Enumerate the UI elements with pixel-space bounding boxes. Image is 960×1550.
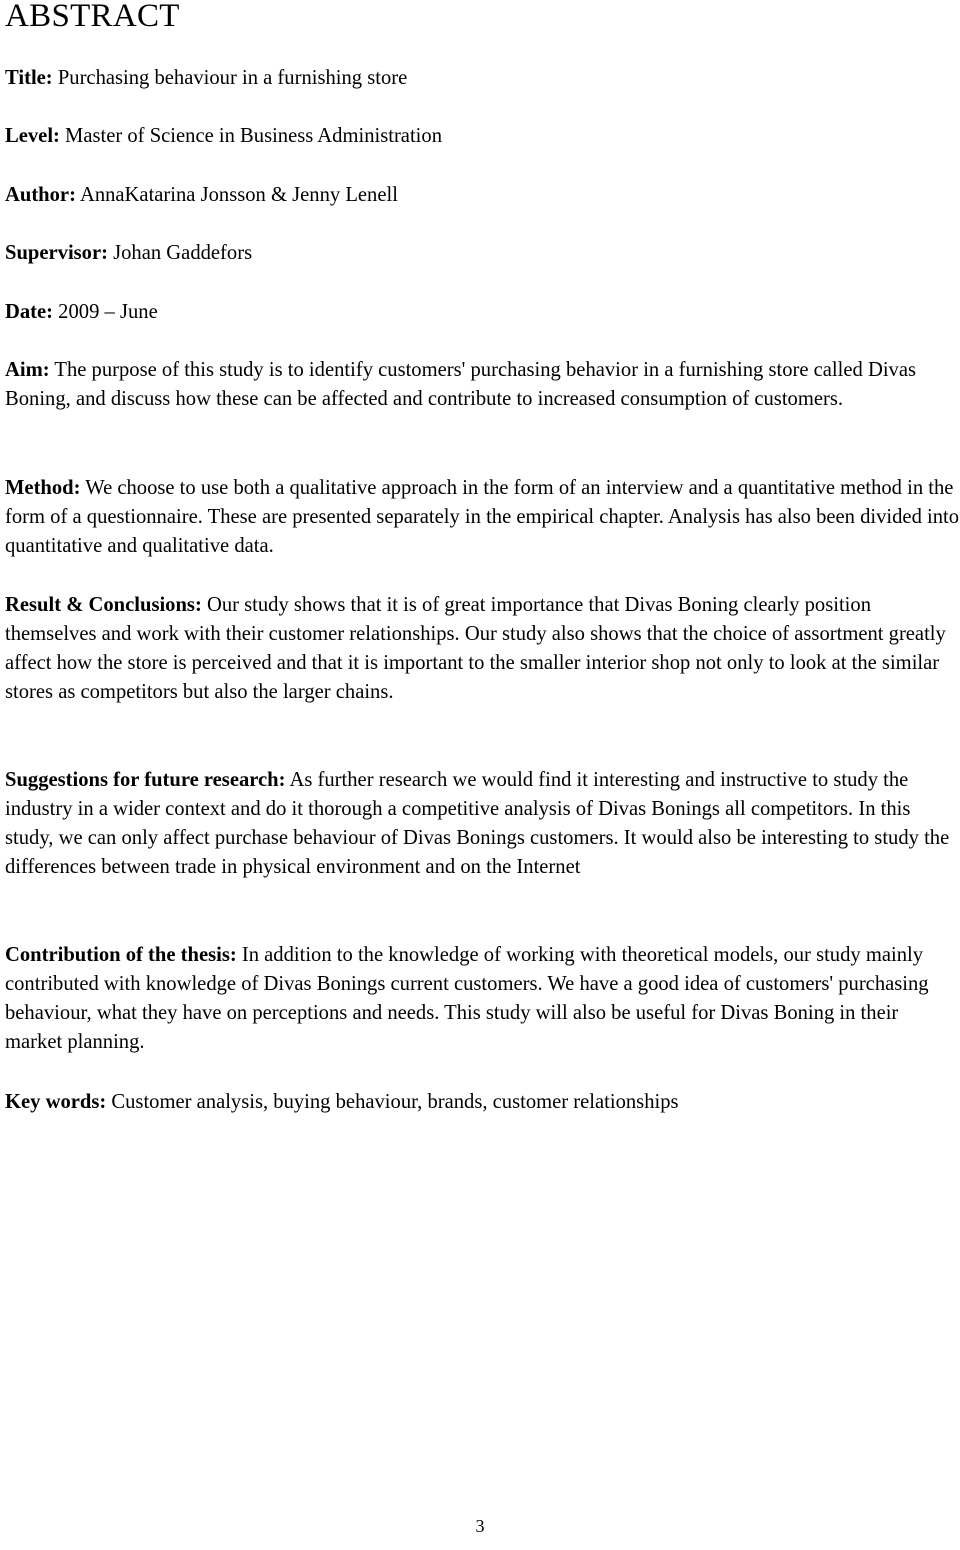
- supervisor-field: [5, 239, 252, 268]
- page-number: 3: [475, 1516, 485, 1536]
- document-page: [5, 0, 960, 1550]
- keywords-label: Key words:: [5, 1091, 107, 1113]
- result-label: Result & Conclusions:: [5, 594, 202, 616]
- date-label: Date:: [5, 301, 54, 323]
- date-field: [5, 298, 158, 327]
- aim-text: The purpose of this study is to identify customers' purchasing behavior in a furnishing store called Divas Boning, and discuss how these can be affected and contribute to increased consumption of customers.: [5, 359, 916, 410]
- keywords-text: Customer analysis, buying behaviour, brands, customer relationships: [106, 1091, 679, 1113]
- result-text: Our study shows that it is of great importance that Divas Boning clearly position themselves and work with their customer relationships. Our study also shows that the choice of assortment greatly affect how the store is perceived and that it is important to the smaller interior shop not only to look at the similar stores as competitors but also the larger chains.: [5, 594, 946, 703]
- abstract-heading: ABSTRACT: [5, 0, 180, 34]
- contribution-label: Contribution of the thesis:: [5, 944, 237, 966]
- suggestions-paragraph: [5, 766, 960, 882]
- keywords-paragraph: [5, 1088, 960, 1117]
- contribution-text: In addition to the knowledge of working with theoretical models, our study mainly contributed with knowledge of Divas Bonings current customers. We have a good idea of customers' purchasing behaviour, what they have on perceptions and needs. This study will also be useful for Divas Boning in their market planning.: [5, 944, 929, 1053]
- method-paragraph: [5, 474, 960, 561]
- title-value: Purchasing behaviour in a furnishing store: [52, 67, 408, 89]
- contribution-paragraph: [5, 941, 960, 1057]
- aim-label: Aim:: [5, 359, 50, 381]
- result-paragraph: [5, 591, 960, 707]
- suggestions-text: As further research we would find it interesting and instructive to study the industry in a wider context and do it thorough a competitive analysis of Divas Bonings all competitors. In this study, we can only affect purchase behaviour of Divas Bonings customers. It would also be interesting to study the differences between trade in physical environment and on the Internet: [5, 769, 950, 878]
- method-label: Method:: [5, 477, 81, 499]
- level-field: [5, 122, 442, 151]
- suggestions-label: Suggestions for future research:: [5, 769, 286, 791]
- author-label: Author:: [5, 184, 76, 206]
- title-label: Title:: [5, 67, 53, 89]
- title-field: [5, 64, 407, 93]
- date-value: 2009 – June: [53, 301, 158, 323]
- level-value: Master of Science in Business Administration: [59, 125, 442, 147]
- author-value: AnnaKatarina Jonsson & Jenny Lenell: [75, 184, 398, 206]
- author-field: [5, 181, 398, 210]
- aim-paragraph: [5, 356, 960, 414]
- supervisor-label: Supervisor:: [5, 242, 108, 264]
- method-text: We choose to use both a qualitative approach in the form of an interview and a quantitative method in the form of a questionnaire. These are presented separately in the empirical chapter. Analysis has also been divided into quantitative and qualitative data.: [5, 477, 960, 557]
- level-label: Level:: [5, 125, 60, 147]
- supervisor-value: Johan Gaddefors: [107, 242, 253, 264]
